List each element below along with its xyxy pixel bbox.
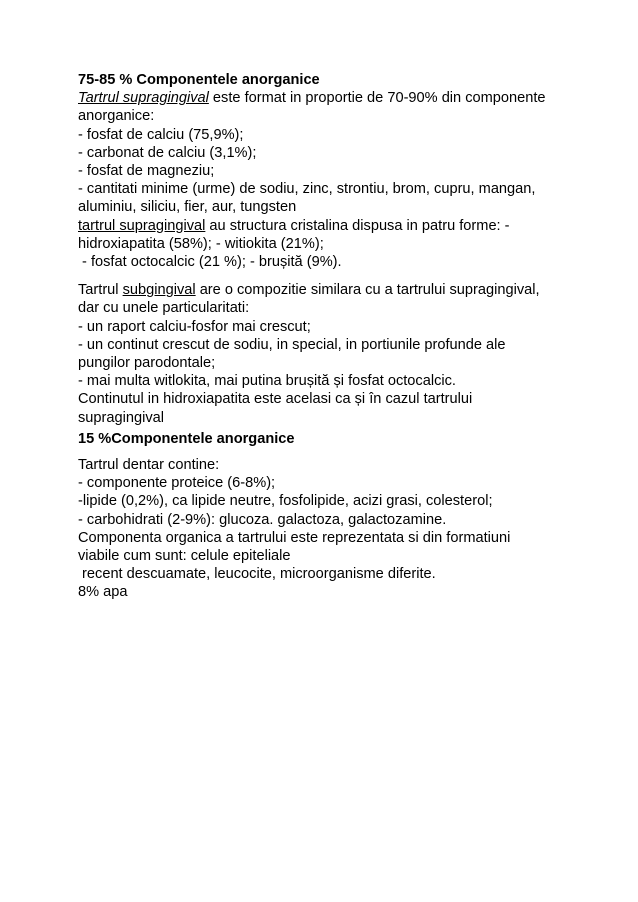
section-heading-secondary: 15 %Componentele anorganice (78, 430, 295, 447)
structure-forms: hidroxiapatita (58%); - witiokita (21%); (78, 235, 324, 252)
term-supragingival-lower: tartrul supragingival (78, 217, 206, 234)
intro-line (78, 89, 578, 107)
paragraph-line: - carbohidrati (2-9%): glucoza. galactoza, galactozamine. (78, 511, 447, 528)
structure-forms: - fosfat octocalcic (21 %); - brușită (9%). (78, 254, 342, 271)
intro-text: este format in proportie de 70-90% din componente (208, 90, 546, 107)
paragraph-line: recent descuamate, leucocite, microorganisme diferite. (78, 566, 436, 583)
list-item: aluminiu, siliciu, fier, aur, tungsten (78, 199, 297, 216)
section-heading-inorganic: 75-85 % Componentele anorganice (78, 72, 320, 88)
paragraph-line: pungilor parodontale; (78, 355, 216, 372)
document-page (78, 71, 578, 602)
term-supragingival: Tartrul supragingival (78, 90, 209, 107)
subgingival-intro (78, 281, 578, 299)
list-item: - fosfat de magneziu; (78, 163, 215, 180)
subgingival-prefix: Tartrul (78, 282, 123, 299)
list-item: - carbonat de calciu (3,1%); (78, 144, 257, 161)
paragraph-line: - mai multa witlokita, mai putina brușită și fosfat octocalcic. (78, 373, 456, 390)
paragraph-line: supragingival (78, 409, 164, 426)
paragraph-line: - un continut crescut de sodiu, in special, in portiunile profunde ale (78, 336, 506, 353)
paragraph-line: -lipide (0,2%), ca lipide neutre, fosfolipide, acizi grasi, colesterol; (78, 493, 493, 510)
list-item: - cantitati minime (urme) de sodiu, zinc, strontiu, brom, cupru, mangan, (78, 181, 536, 198)
term-subgingival: subgingival (122, 282, 196, 299)
structure-line (78, 217, 578, 235)
paragraph-line: 8% apa (78, 584, 128, 601)
paragraph-line: Continutul in hidroxiapatita este acelasi ca și în cazul tartrului (78, 391, 473, 408)
paragraph-line: Componenta organica a tartrului este reprezentata si din formatiuni (78, 529, 511, 546)
paragraph-line: viabile cum sunt: celule epiteliale (78, 548, 291, 565)
subgingival-text: are o compozitie similara cu a tartrului supragingival, (195, 282, 540, 299)
paragraph-line: dar cu unele particularitati: (78, 300, 250, 317)
paragraph-line: - componente proteice (6-8%); (78, 475, 276, 492)
paragraph-line: Tartrul dentar contine: (78, 457, 220, 474)
paragraph-line: - un raport calciu-fosfor mai crescut; (78, 318, 311, 335)
structure-text: au structura cristalina dispusa in patru forme: - (205, 217, 510, 234)
intro-continuation: anorganice: (78, 108, 155, 125)
list-item: - fosfat de calciu (75,9%); (78, 126, 244, 143)
